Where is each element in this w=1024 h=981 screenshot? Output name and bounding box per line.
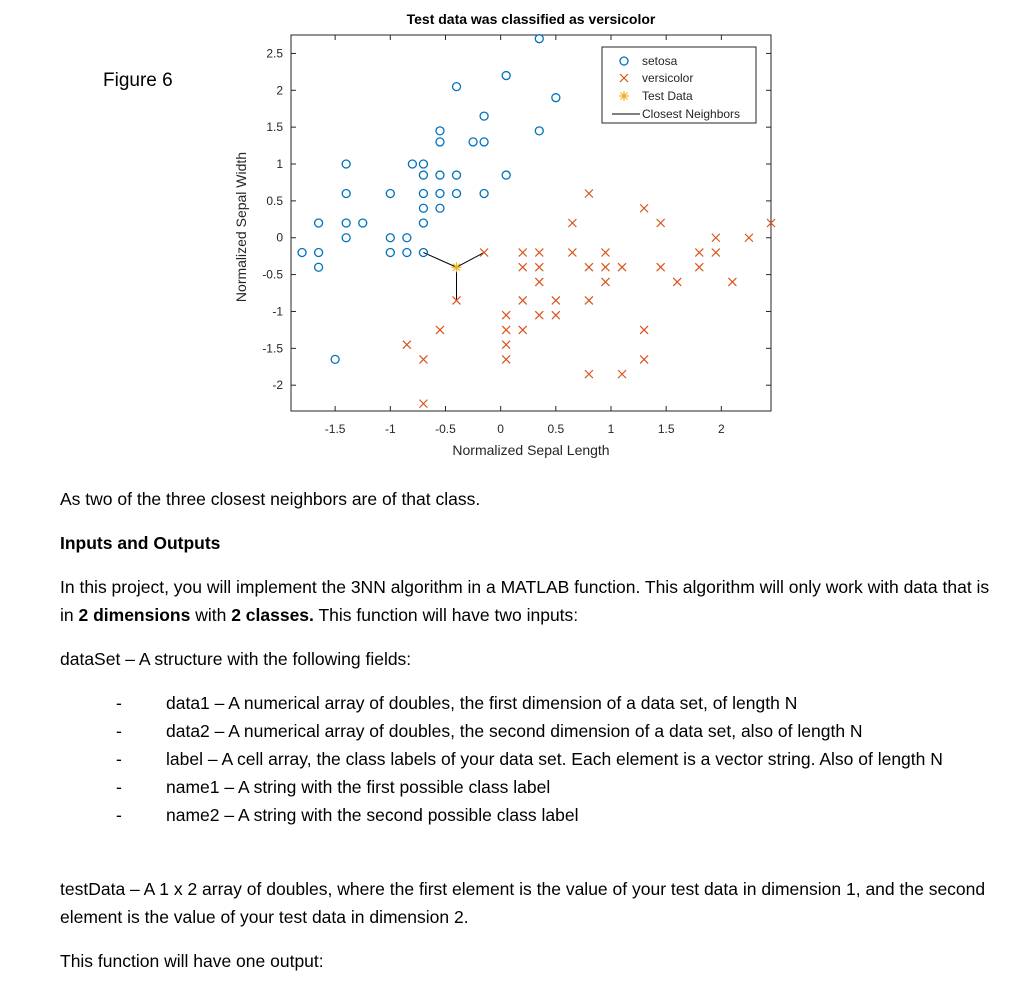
y-tick-label: -0.5 xyxy=(262,267,283,282)
scatter-plot xyxy=(0,0,1024,470)
intro-bold-dimensions: 2 dimensions xyxy=(78,605,191,625)
intro-text: In this project, you will implement the 3NN algorithm in a MATLAB function. This algorithm will only work with data that is in xyxy=(60,577,990,625)
chart-title: Test data was classified as versicolor xyxy=(406,11,656,27)
list-item xyxy=(60,689,1010,717)
y-tick-label: 0 xyxy=(276,230,283,245)
list-item xyxy=(60,801,1010,829)
list-item xyxy=(60,773,1010,801)
list-item xyxy=(60,745,1010,773)
test-data-point xyxy=(452,262,462,272)
legend-versicolor-label: versicolor xyxy=(642,71,694,85)
list-item-text: data2 – A numerical array of doubles, the second dimension of a data set, also of length N xyxy=(166,721,863,741)
y-axis-label: Normalized Sepal Width xyxy=(233,151,249,303)
legend-neighbors-label: Closest Neighbors xyxy=(642,107,741,121)
x-tick-label: 1 xyxy=(607,422,615,436)
paragraph-output: This function will have one output: xyxy=(60,951,324,971)
y-tick-label: 2 xyxy=(276,83,283,98)
list-item-text: data1 – A numerical array of doubles, the first dimension of a data set, of length N xyxy=(166,693,798,713)
legend-star-icon xyxy=(619,91,629,101)
figure-label: Figure 6 xyxy=(103,70,173,91)
legend-setosa-label: setosa xyxy=(642,54,678,68)
x-tick-label: 2 xyxy=(718,422,725,436)
y-tick-label: 1 xyxy=(276,157,283,172)
y-tick-label: 1.5 xyxy=(266,120,283,135)
x-tick-label: -1 xyxy=(384,422,396,436)
x-tick-label: -1.5 xyxy=(324,422,346,436)
x-tick-label: 0 xyxy=(497,422,504,436)
paragraph-dataset: dataSet – A structure with the following fields: xyxy=(60,649,412,669)
intro-bold-classes: 2 classes. xyxy=(231,605,314,625)
paragraph-testdata: testData – A 1 x 2 array of doubles, where the first element is the value of your test data in dimension 1, and the second element is the value of your test data in dimension 2. xyxy=(60,879,986,927)
list-dash: - xyxy=(116,721,122,741)
y-tick-label: 0.5 xyxy=(266,193,283,208)
list-dash: - xyxy=(116,805,122,825)
paragraph-intro xyxy=(60,573,1000,629)
list-item-text: name1 – A string with the first possible class label xyxy=(166,777,551,797)
x-tick-label: 0.5 xyxy=(547,422,565,436)
intro-text-mid: with xyxy=(190,605,232,625)
x-tick-label: -0.5 xyxy=(435,422,456,436)
x-tick-label: 1.5 xyxy=(657,422,675,436)
list-item-text: label – A cell array, the class labels of your data set. Each element is a vector string. Also of length N xyxy=(166,749,943,769)
y-tick-label: 2.5 xyxy=(266,46,283,61)
list-dash: - xyxy=(116,693,122,713)
field-list xyxy=(60,689,1010,829)
y-tick-label: -1.5 xyxy=(262,341,283,356)
legend-test-data-label: Test Data xyxy=(642,89,693,103)
section-heading: Inputs and Outputs xyxy=(60,533,221,553)
intro-text-end: This function will have two inputs: xyxy=(313,605,579,625)
list-dash: - xyxy=(116,777,122,797)
list-dash: - xyxy=(116,749,122,769)
list-item xyxy=(60,717,1010,745)
list-item-text: name2 – A string with the second possible class label xyxy=(166,805,579,825)
x-axis-label: Normalized Sepal Length xyxy=(452,442,610,458)
legend xyxy=(602,47,756,123)
y-tick-label: -2 xyxy=(272,378,283,393)
paragraph-conclusion: As two of the three closest neighbors are of that class. xyxy=(60,489,481,509)
y-tick-label: -1 xyxy=(272,304,283,319)
